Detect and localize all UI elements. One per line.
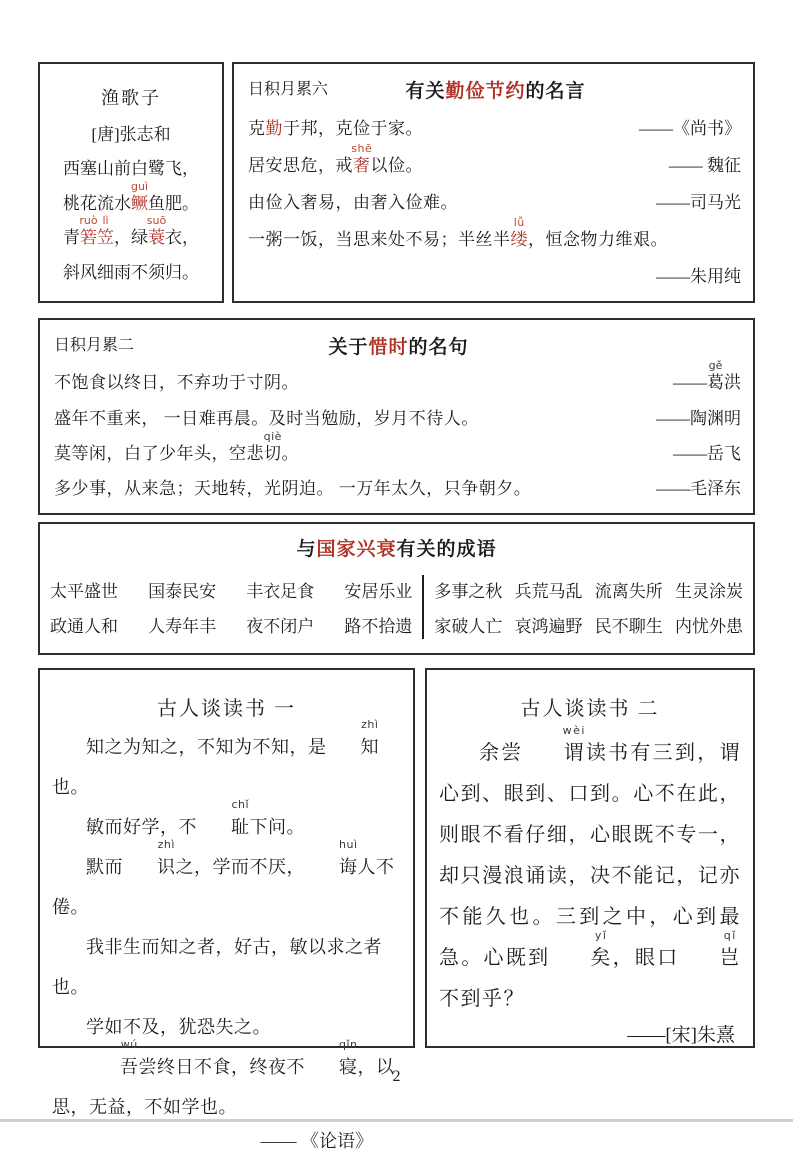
quote-text: 居安思危，戒 shē 奢以俭。 <box>248 142 423 175</box>
thrift-quotes-box <box>232 62 755 303</box>
next-page-edge <box>0 1119 793 1122</box>
idiom: 政通人和 <box>50 617 118 636</box>
idiom: 内忧外患 <box>675 617 743 636</box>
idiom: 多事之秋 <box>434 582 503 601</box>
page-number: 2 <box>392 1068 401 1085</box>
idiom: 人寿年丰 <box>148 617 217 636</box>
quote-row <box>248 254 743 287</box>
poem-title: 渔歌子 <box>101 88 161 108</box>
quote-source: —— 魏征 <box>668 156 741 175</box>
idiom-box <box>38 522 755 655</box>
section-title: 有关勤俭节约的名言 <box>405 81 586 102</box>
reading-paragraph: 学如不及，犹恐失之。 <box>86 1017 271 1037</box>
quote-text: 克勤于邦，克俭于家。 <box>248 119 423 138</box>
quote-text: 莫等闲，白了少年头，空悲 qiè 切。 <box>54 429 299 463</box>
time-box-header <box>54 332 743 358</box>
idiom-box-title: 与国家兴衰有关的成语 <box>296 539 497 560</box>
reading-title: 古人谈读书 一 <box>157 698 296 720</box>
quote-row <box>54 431 743 464</box>
idiom-column-prosperity <box>46 575 424 639</box>
quote-source: ——陶渊明 <box>656 408 741 428</box>
section-label: 日积月累六 <box>248 81 329 98</box>
reading-title: 古人谈读书 二 <box>520 698 660 720</box>
quote-row <box>248 143 743 176</box>
idiom: 民不聊生 <box>594 617 663 636</box>
idiom-row <box>50 612 412 637</box>
idiom-column-decline <box>424 575 747 639</box>
poem-line: 斜风细雨不须归。 <box>63 262 199 282</box>
reading-paragraph: wú 吾尝终日不食，终夜不 qǐn 寝，以思，无益，不如学也。 <box>52 1038 395 1117</box>
idiom: 生灵涂炭 <box>675 582 743 601</box>
thrift-box-header <box>248 76 743 102</box>
quote-text: 不饱食以终日，不弃功于寸阴。 <box>54 373 299 393</box>
quote-row <box>248 180 743 213</box>
quote-source: ——岳飞 <box>673 443 741 463</box>
quote-text: 盛年不重来， 一日难再晨。及时当勉励，岁月不待人。 <box>54 408 479 428</box>
poem-box-yugezi <box>38 62 224 303</box>
idiom: 丰衣足食 <box>246 582 315 601</box>
idiom: 国泰民安 <box>148 582 217 601</box>
time-quotes-box <box>38 318 755 515</box>
reading-paragraph: 我非生而知之者，好古，敏以求之者也。 <box>52 937 382 997</box>
poem-author: [唐]张志和 <box>91 124 171 144</box>
poem-line: 西塞山前白鹭飞， <box>63 159 199 179</box>
idiom: 夜不闭户 <box>246 617 315 636</box>
reading-box-one <box>38 668 415 1151</box>
idiom-row <box>434 577 743 602</box>
idiom-row <box>50 577 412 602</box>
quote-source: —— gě 葛洪 <box>673 359 741 393</box>
quote-row <box>54 360 743 393</box>
idiom-row <box>434 612 743 637</box>
poem-line: 青 ruò 箬 lì 笠，绿 suō 蓑衣， <box>63 214 199 248</box>
section-title: 关于惜时的名句 <box>328 337 469 358</box>
idiom: 安居乐业 <box>344 582 413 601</box>
reading-box-two <box>425 668 755 1048</box>
idiom: 哀鸿遍野 <box>514 617 583 636</box>
reading-paragraph: 敏而好学，不 chǐ 耻下问。 <box>86 798 305 837</box>
quote-row <box>248 217 743 250</box>
quote-text: 一粥一饭，当思来处不易；半丝半 lǚ 缕，恒念物力维艰。 <box>248 216 668 249</box>
idiom: 家破人亡 <box>434 617 503 636</box>
idiom-grid <box>46 575 747 639</box>
idiom: 流离失所 <box>594 582 663 601</box>
idiom: 太平盛世 <box>50 582 118 601</box>
quote-source: ——《尚书》 <box>639 119 741 138</box>
reading-source: —— 《论语》 <box>260 1131 373 1151</box>
reading-paragraph: 知之为知之，不知为不知，是 zhì 知也。 <box>52 718 379 797</box>
section-label: 日积月累二 <box>54 337 135 354</box>
reading-source: ——[宋]朱熹 <box>627 1025 735 1046</box>
idiom: 路不拾遗 <box>344 617 413 636</box>
quote-text: 多少事，从来急；天地转，光阴迫。 一万年太久，只争朝夕。 <box>54 479 532 498</box>
quote-row <box>248 106 743 139</box>
quote-text: 由俭入奢易，由奢入俭难。 <box>248 193 458 212</box>
quote-source: ——朱用纯 <box>656 267 741 286</box>
quote-row <box>54 396 743 429</box>
quote-row <box>54 466 743 499</box>
quote-source: ——毛泽东 <box>656 479 741 498</box>
reading-paragraph: 默而 zhì 识之，学而不厌， huì 诲人不倦。 <box>52 838 395 917</box>
idiom: 兵荒马乱 <box>514 582 583 601</box>
quote-source: ——司马光 <box>656 193 741 212</box>
poem-line: 桃花流水 guì 鳜鱼肥。 <box>63 179 199 213</box>
reading-paragraph: 余尝 wèi 谓读书有三到，谓心到、眼到、口到。心不在此，则眼不看仔细，心眼既不专一，却只漫浪诵读，决不能记，记亦不能久也。三到之中，心到最急。心既到 yǐ 矣，眼口 qǐ 岂不到乎？ <box>439 724 742 1010</box>
